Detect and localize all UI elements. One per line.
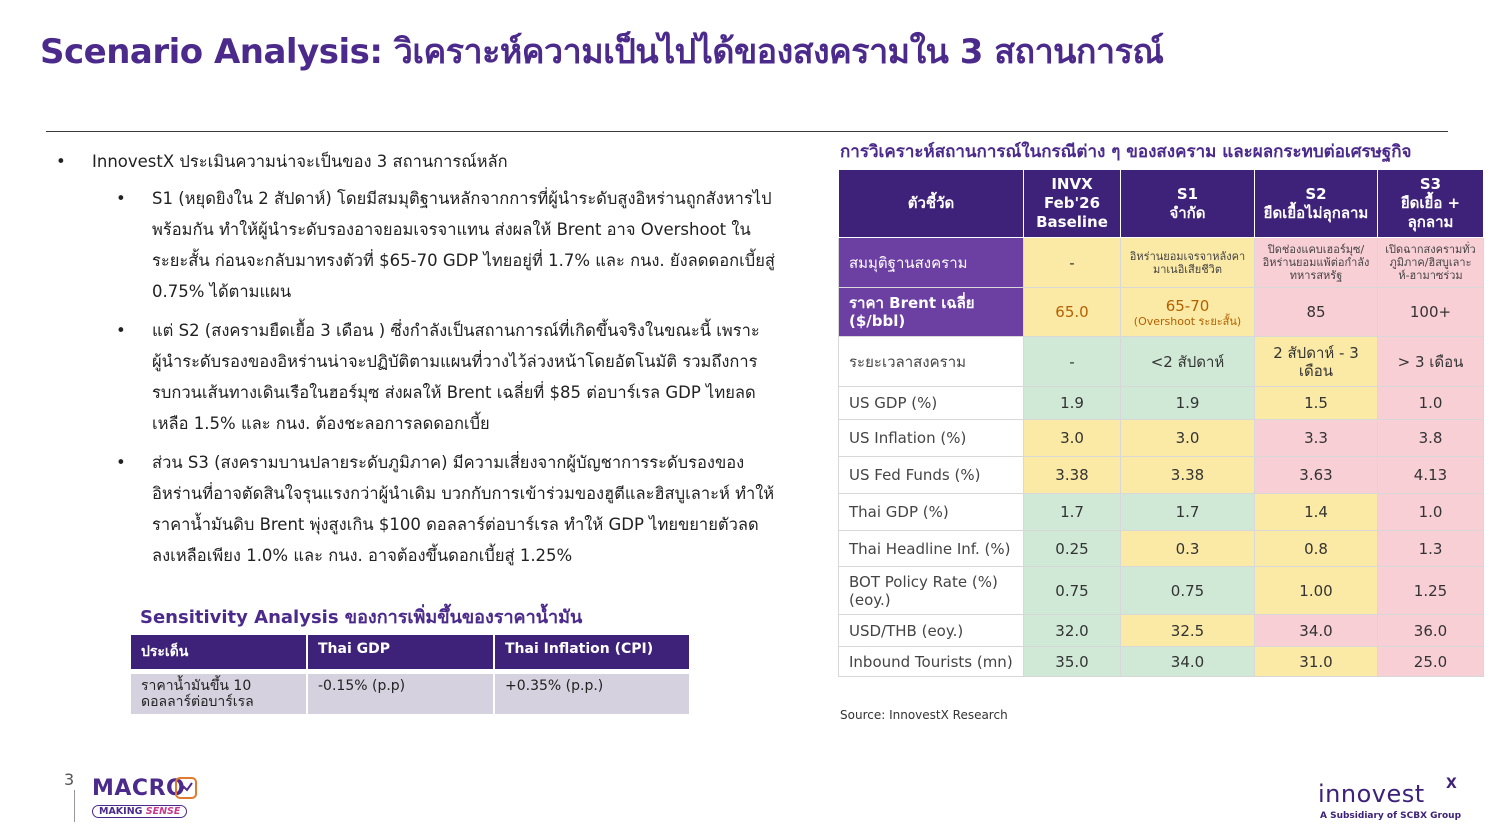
brent-s2: 85 — [1255, 288, 1378, 337]
innovest-logo — [1318, 776, 1468, 826]
brent-s1-value: 65-70 — [1165, 296, 1210, 315]
header-s3-desc: ยืดเยื้อ + ลุกลาม — [1400, 194, 1461, 231]
sensitivity-table — [131, 635, 691, 714]
duration-s1: <2 สัปดาห์ — [1121, 337, 1255, 387]
indicator-row — [839, 457, 1484, 494]
indicator-value-s1: 32.5 — [1121, 615, 1255, 647]
header-s2-desc: ยืดเยื้อไม่ลุกลาม — [1263, 203, 1369, 222]
indicator-value-s2: 34.0 — [1255, 615, 1378, 647]
macro-chart-icon — [174, 776, 198, 800]
scenario-header-row — [839, 170, 1484, 238]
macro-tagline-a: MAKING — [99, 806, 146, 817]
header-baseline: INVX Feb'26 Baseline — [1024, 170, 1121, 238]
bullet-s1: • S1 (หยุดยิงใน 2 สัปดาห์) โดยมีสมมุติฐานหลักจากการที่ผู้นำระดับสูงอิหร่านถูกสังหารไปพร้อมกัน ทำให้ผู้นำระดับรองอาจยอมเจรจาแทน ส่งผลให้ Brent อาจ Overshoot ในระยะสั้น ก่อนจะกลับมาทรงตัวที่ $65-70 GDP ไทยอยู่ที่ 1.7% และ กนง. ยังลดดอกเบี้ยสู่ 0.75% ได้ตามแผน — [116, 183, 776, 307]
duration-baseline: - — [1024, 337, 1121, 387]
assumption-s2: ปิดช่องแคบเฮอร์มุซ/อิหร่านยอมแพ้ต่อกำลังทหารสหรัฐ — [1255, 238, 1378, 288]
indicator-value-baseline: 3.0 — [1024, 420, 1121, 457]
indicator-value-baseline: 0.75 — [1024, 567, 1121, 615]
indicator-value-s3: 1.0 — [1378, 387, 1484, 420]
assumption-baseline: - — [1024, 238, 1121, 288]
duration-label: ระยะเวลาสงคราม — [839, 337, 1024, 387]
indicator-value-baseline: 3.38 — [1024, 457, 1121, 494]
scenario-title: การวิเคราะห์สถานการณ์ในกรณีต่าง ๆ ของสงคราม และผลกระทบต่อเศรษฐกิจ — [840, 142, 1412, 162]
indicator-value-baseline: 1.9 — [1024, 387, 1121, 420]
macro-logo — [92, 776, 204, 824]
title-divider — [46, 131, 1448, 132]
sensitivity-row — [131, 672, 690, 715]
duration-s2: 2 สัปดาห์ - 3 เดือน — [1255, 337, 1378, 387]
indicator-value-s2: 31.0 — [1255, 647, 1378, 677]
indicator-value-baseline: 35.0 — [1024, 647, 1121, 677]
innovest-logo-x: X — [1446, 776, 1457, 792]
duration-row — [839, 337, 1484, 387]
indicator-row — [839, 420, 1484, 457]
brent-baseline: 65.0 — [1024, 288, 1121, 337]
brent-row — [839, 288, 1484, 337]
indicator-label: BOT Policy Rate (%) (eoy.) — [839, 567, 1024, 615]
macro-tagline — [92, 805, 187, 818]
page-title: Scenario Analysis: วิเคราะห์ความเป็นไปได้ของสงครามใน 3 สถานการณ์ — [40, 32, 1164, 72]
source-note: Source: InnovestX Research — [840, 708, 1008, 722]
indicator-value-s2: 3.63 — [1255, 457, 1378, 494]
sensitivity-cell-inflation: +0.35% (p.p.) — [494, 672, 690, 715]
brent-s3: 100+ — [1378, 288, 1484, 337]
innovest-subsidiary: A Subsidiary of SCBX Group — [1320, 811, 1462, 821]
indicator-row — [839, 647, 1484, 677]
indicator-row — [839, 567, 1484, 615]
indicator-label: US Inflation (%) — [839, 420, 1024, 457]
indicator-label: US Fed Funds (%) — [839, 457, 1024, 494]
indicator-label: USD/THB (eoy.) — [839, 615, 1024, 647]
page-number: 3 — [64, 770, 75, 789]
indicator-value-baseline: 0.25 — [1024, 531, 1121, 567]
assumption-s3: เปิดฉากสงครามทั่วภูมิภาค/ฮิสบูเลาะห์-ฮามาซร่วม — [1378, 238, 1484, 288]
indicator-value-s1: 1.9 — [1121, 387, 1255, 420]
indicator-value-s3: 1.0 — [1378, 494, 1484, 531]
duration-s3: > 3 เดือน — [1378, 337, 1484, 387]
macro-tagline-b: SENSE — [145, 806, 181, 817]
bullet-intro: • InnovestX ประเมินความน่าจะเป็นของ 3 สถานการณ์หลัก — [56, 146, 776, 177]
header-s1-code: S1 — [1176, 184, 1199, 203]
indicator-value-s1: 3.0 — [1121, 420, 1255, 457]
bullet-s2: • แต่ S2 (สงครามยืดเยื้อ 3 เดือน ) ซึ่งกำลังเป็นสถานการณ์ที่เกิดขึ้นจริงในขณะนี้ เพราะผู้นำระดับรองของอิหร่านน่าจะปฏิบัติตามแผนที่วางไว้ล่วงหน้าโดยอัตโนมัติ รวมถึงการรบกวนเส้นทางเดินเรือในฮอร์มุซ ส่งผลให้ Brent เฉลี่ยที่ $85 ต่อบาร์เรล GDP ไทยลดเหลือ 1.5% และ กนง. ต้องชะลอการลดดอกเบี้ย — [116, 315, 776, 439]
macro-logo-word: MACRO — [92, 776, 186, 801]
indicator-value-s3: 1.3 — [1378, 531, 1484, 567]
header-s3 — [1378, 170, 1484, 238]
indicator-value-baseline: 32.0 — [1024, 615, 1121, 647]
assumption-s1: อิหร่านยอมเจรจาหลังคามาเนอิเสียชีวิต — [1121, 238, 1255, 288]
header-s2-code: S2 — [1305, 184, 1327, 203]
header-s1-desc: จำกัด — [1169, 203, 1206, 222]
indicator-value-s1: 3.38 — [1121, 457, 1255, 494]
indicator-value-s1: 1.7 — [1121, 494, 1255, 531]
sensitivity-cell-topic: ราคาน้ำมันขึ้น 10 ดอลลาร์ต่อบาร์เรล — [131, 672, 307, 715]
sensitivity-header-gdp: Thai GDP — [307, 635, 494, 672]
header-indicator: ตัวชี้วัด — [839, 170, 1024, 238]
brent-label: ราคา Brent เฉลี่ย ($/bbl) — [839, 288, 1024, 337]
indicator-value-s3: 3.8 — [1378, 420, 1484, 457]
indicator-label: Thai Headline Inf. (%) — [839, 531, 1024, 567]
indicator-value-s3: 1.25 — [1378, 567, 1484, 615]
innovest-logo-word: innovest — [1318, 780, 1425, 808]
indicator-label: US GDP (%) — [839, 387, 1024, 420]
scenario-table — [838, 169, 1484, 677]
indicator-value-s2: 1.4 — [1255, 494, 1378, 531]
indicator-value-s1: 0.3 — [1121, 531, 1255, 567]
indicator-label: Thai GDP (%) — [839, 494, 1024, 531]
bullet-list — [56, 146, 776, 579]
indicator-value-s2: 0.8 — [1255, 531, 1378, 567]
bullet-s3: • ส่วน S3 (สงครามบานปลายระดับภูมิภาค) มีความเสี่ยงจากผู้บัญชาการระดับรองของอิหร่านที่อาจตัดสินใจรุนแรงกว่าผู้นำเดิม บวกกับการเข้าร่วมของฮูตีและฮิสบูเลาะห์ ทำให้ราคาน้ำมันดิบ Brent พุ่งสูงเกิน $100 ดอลลาร์ต่อบาร์เรล ทำให้ GDP ไทยขยายตัวลดลงเหลือเพียง 1.0% และ กนง. อาจต้องขึ้นดอกเบี้ยสู่ 1.25% — [116, 447, 776, 571]
header-s1 — [1121, 170, 1255, 238]
indicator-row — [839, 615, 1484, 647]
indicator-row — [839, 387, 1484, 420]
header-s3-code: S3 — [1419, 175, 1442, 193]
sensitivity-cell-gdp: -0.15% (p.p) — [307, 672, 494, 715]
indicator-value-s2: 1.5 — [1255, 387, 1378, 420]
indicator-value-s1: 34.0 — [1121, 647, 1255, 677]
brent-s1 — [1121, 288, 1255, 337]
indicator-label: Inbound Tourists (mn) — [839, 647, 1024, 677]
sensitivity-header-topic: ประเด็น — [131, 635, 307, 672]
indicator-value-s2: 1.00 — [1255, 567, 1378, 615]
brent-s1-note: (Overshoot ระยะสั้น) — [1133, 314, 1242, 328]
header-s2 — [1255, 170, 1378, 238]
indicator-value-baseline: 1.7 — [1024, 494, 1121, 531]
indicator-value-s3: 25.0 — [1378, 647, 1484, 677]
sensitivity-title: Sensitivity Analysis ของการเพิ่มขึ้นของราคาน้ำมัน — [140, 607, 583, 628]
sensitivity-header-inflation: Thai Inflation (CPI) — [494, 635, 690, 672]
sensitivity-header-row — [131, 635, 690, 672]
indicator-row — [839, 494, 1484, 531]
indicator-value-s3: 4.13 — [1378, 457, 1484, 494]
indicator-value-s2: 3.3 — [1255, 420, 1378, 457]
indicator-value-s1: 0.75 — [1121, 567, 1255, 615]
assumption-row — [839, 238, 1484, 288]
assumption-label: สมมุติฐานสงคราม — [839, 238, 1024, 288]
indicator-value-s3: 36.0 — [1378, 615, 1484, 647]
indicator-row — [839, 531, 1484, 567]
page-number-divider — [74, 790, 75, 822]
